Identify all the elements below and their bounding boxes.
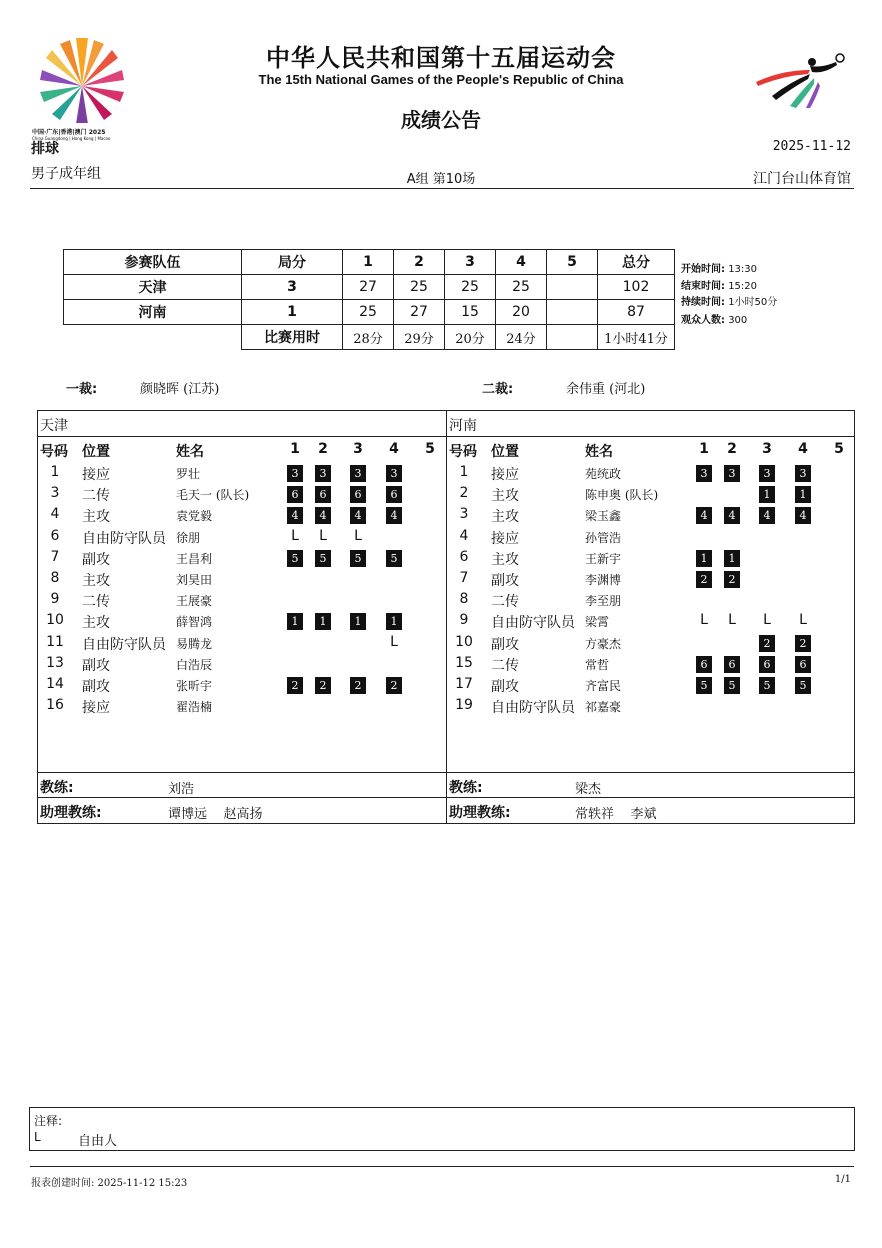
player-row: [447, 676, 854, 697]
header-set-1: 1: [699, 441, 709, 457]
starting-rotation-box: 2: [759, 635, 775, 652]
player-row: [447, 549, 854, 570]
player-number: 1: [459, 464, 469, 480]
player-row: [38, 676, 446, 697]
category-label: 男子成年组: [31, 166, 101, 182]
player-name: 方豪杰: [585, 636, 622, 651]
header-set-3: 3: [762, 441, 772, 457]
team-roster-away: [447, 411, 854, 823]
starting-rotation-box: 1: [795, 486, 811, 503]
player-row: [38, 549, 446, 570]
header-total: 总分: [598, 250, 675, 275]
roster-panel: [37, 410, 855, 824]
player-row: [38, 464, 446, 485]
header-name: 姓名: [585, 444, 613, 460]
footer-divider: [30, 1166, 854, 1167]
second-referee: 余伟重 (河北): [566, 382, 646, 397]
libero-mark: L: [319, 527, 327, 544]
set-score: 20: [496, 300, 547, 325]
set-duration: 29分: [394, 325, 445, 350]
starting-rotation-box: 3: [350, 465, 366, 482]
player-number: 9: [50, 591, 60, 608]
player-position: 二传: [491, 594, 519, 611]
libero-mark: L: [354, 527, 362, 544]
notes-box: [29, 1107, 855, 1151]
player-name: 徐朋: [176, 530, 201, 545]
divider: [38, 772, 446, 773]
group-match: A组 第10场: [406, 172, 476, 187]
starting-rotation-box: 5: [795, 677, 811, 694]
player-row: [447, 634, 854, 655]
divider: [447, 772, 854, 773]
second-referee-label: 二裁:: [482, 382, 514, 397]
coach-name: 刘浩: [168, 782, 195, 797]
header-set-4: 4: [798, 441, 808, 457]
starting-rotation-box: 5: [350, 550, 366, 567]
libero-mark: L: [763, 612, 771, 629]
player-position: 副攻: [491, 573, 519, 589]
player-row: [38, 591, 446, 612]
coach-label: 教练:: [449, 780, 483, 796]
header-number: 号码: [449, 444, 477, 460]
player-name: 张昕宇: [176, 679, 213, 693]
starting-rotation-box: 5: [315, 550, 331, 567]
starting-rotation-box: 5: [759, 677, 775, 694]
starting-rotation-box: 1: [315, 613, 331, 630]
libero-mark: L: [728, 612, 736, 629]
assistant-coach-label: 助理教练:: [40, 805, 102, 821]
starting-rotation-box: 3: [386, 465, 402, 482]
starting-rotation-box: 4: [287, 507, 303, 524]
starting-rotation-box: 1: [724, 550, 740, 567]
player-name: 王新宇: [585, 551, 622, 566]
set-score: [547, 275, 598, 300]
player-number: 10: [46, 612, 64, 629]
assistant-coach-label: 助理教练:: [449, 805, 511, 821]
starting-rotation-box: 1: [759, 486, 775, 503]
player-position: 自由防守队员: [82, 530, 166, 547]
document-title: 成绩公告: [401, 108, 481, 132]
notes-key: L: [34, 1130, 41, 1144]
end-time: 结束时间: 15:20: [681, 281, 758, 292]
player-position: 主攻: [82, 509, 110, 526]
notes-label: 注释:: [34, 1114, 63, 1128]
header-team: 参赛队伍: [64, 250, 242, 275]
team-roster-home: [38, 411, 447, 823]
player-row: [38, 634, 446, 655]
player-position: 二传: [82, 488, 110, 505]
starting-rotation-box: 3: [795, 465, 811, 482]
player-row: [38, 655, 446, 676]
coach-label: 教练:: [40, 780, 74, 796]
player-name: 罗壮: [176, 467, 201, 481]
libero-mark: L: [700, 612, 708, 629]
starting-rotation-box: 4: [350, 507, 366, 524]
score-row-team-2: [64, 300, 675, 325]
player-number: 14: [46, 676, 64, 692]
player-number: 13: [46, 654, 64, 671]
player-position: 接应: [82, 700, 110, 717]
player-number: 4: [50, 506, 60, 523]
divider: [447, 797, 854, 798]
starting-rotation-box: 4: [386, 507, 402, 524]
player-position: 副攻: [491, 679, 519, 695]
set-duration: 20分: [445, 325, 496, 350]
starting-rotation-box: 6: [724, 656, 740, 673]
header-set-5: 5: [425, 441, 435, 457]
player-position: 接应: [491, 530, 519, 547]
header-set-5: 5: [834, 441, 844, 457]
venue: 江门台山体育馆: [753, 171, 851, 187]
player-number: 17: [455, 676, 473, 692]
coach-name: 梁杰: [575, 782, 602, 797]
header-set-1: 1: [290, 441, 300, 457]
player-position: 主攻: [491, 488, 519, 505]
player-name: 王展豪: [176, 594, 213, 609]
starting-rotation-box: 2: [287, 677, 303, 694]
starting-rotation-box: 4: [795, 507, 811, 524]
starting-rotation-box: 3: [287, 465, 303, 482]
player-name: 薛智鸿: [176, 615, 213, 630]
player-number: 19: [455, 697, 473, 714]
set-score: 25: [394, 275, 445, 300]
starting-rotation-box: 1: [386, 613, 402, 630]
assistant-coach-names: 常轶祥 李斌: [575, 807, 657, 822]
player-number: 3: [50, 485, 60, 502]
player-name: 刘昊田: [176, 573, 213, 587]
player-position: 主攻: [82, 573, 110, 589]
player-name: 翟浩楠: [176, 700, 213, 715]
player-position: 副攻: [491, 636, 519, 653]
team-name: 河南: [449, 418, 477, 434]
player-row: [447, 485, 854, 506]
start-time: 开始时间: 13:30: [681, 264, 758, 275]
header-position: 位置: [82, 444, 110, 460]
event-title-en: The 15th National Games of the People's Republic of China: [258, 72, 624, 87]
starting-rotation-box: 1: [350, 613, 366, 630]
starting-rotation-box: 4: [696, 507, 712, 524]
total-score: 102: [598, 275, 675, 300]
match-duration: 持续时间: 1小时50分: [681, 297, 778, 308]
match-date: 2025-11-12: [772, 139, 851, 154]
player-number: 4: [459, 527, 469, 544]
header-set-3: 3: [445, 250, 496, 275]
header-number: 号码: [40, 444, 68, 460]
player-number: 9: [459, 612, 469, 629]
player-row: [38, 528, 446, 549]
player-position: 自由防守队员: [491, 615, 575, 632]
libero-mark: L: [799, 612, 807, 629]
starting-rotation-box: 6: [386, 486, 402, 503]
sets-won: 1: [242, 300, 343, 325]
player-position: 主攻: [82, 615, 110, 632]
player-row: [447, 528, 854, 549]
player-number: 15: [455, 654, 473, 671]
starting-rotation-box: 2: [724, 571, 740, 588]
player-row: [38, 697, 446, 718]
first-referee: 颜晓晖 (江苏): [140, 382, 220, 397]
score-row-team-1: [64, 275, 675, 300]
total-duration: 1小时41分: [598, 325, 675, 350]
header-set-4: 4: [496, 250, 547, 275]
player-number: 7: [459, 570, 469, 586]
duration-row: [64, 325, 675, 350]
starting-rotation-box: 5: [724, 677, 740, 694]
set-score: 15: [445, 300, 496, 325]
set-score: 25: [445, 275, 496, 300]
header-set-2: 2: [318, 441, 328, 457]
player-position: 自由防守队员: [491, 700, 575, 717]
player-position: 自由防守队员: [82, 636, 166, 653]
player-name: 孙管浩: [585, 530, 622, 545]
starting-rotation-box: 5: [287, 550, 303, 567]
player-position: 接应: [82, 467, 110, 483]
starting-rotation-box: 4: [724, 507, 740, 524]
starting-rotation-box: 4: [759, 507, 775, 524]
notes-desc: 自由人: [78, 1134, 118, 1149]
player-number: 11: [46, 633, 64, 650]
score-header-row: [64, 250, 675, 275]
divider: [447, 436, 854, 437]
starting-rotation-box: 3: [759, 465, 775, 482]
player-row: [38, 612, 446, 633]
player-name: 王昌利: [176, 551, 213, 566]
starting-rotation-box: 2: [795, 635, 811, 652]
player-row: [38, 506, 446, 527]
player-row: [38, 570, 446, 591]
starting-rotation-box: 4: [315, 507, 331, 524]
duration-spacer: [64, 325, 242, 350]
sport-label: 排球: [31, 141, 59, 157]
header-set-3: 3: [353, 441, 363, 457]
team-name: 天津: [40, 418, 68, 434]
score-table: [63, 249, 675, 350]
header-position: 位置: [491, 444, 519, 460]
player-name: 梁霄: [585, 615, 610, 630]
team-name: 河南: [64, 300, 242, 325]
starting-rotation-box: 2: [315, 677, 331, 694]
set-duration: 28分: [343, 325, 394, 350]
player-name: 毛天一 (队长): [176, 488, 250, 503]
assistant-coach-names: 谭博远 赵高扬: [168, 807, 263, 822]
set-score: 25: [496, 275, 547, 300]
libero-mark: L: [390, 633, 398, 650]
player-position: 二传: [491, 657, 519, 674]
player-number: 6: [50, 527, 60, 544]
sets-won: 3: [242, 275, 343, 300]
header-set-1: 1: [343, 250, 394, 275]
header-divider: [30, 188, 854, 189]
player-number: 8: [459, 591, 469, 608]
player-row: [447, 655, 854, 676]
player-number: 3: [459, 506, 469, 523]
starting-rotation-box: 1: [287, 613, 303, 630]
starting-rotation-box: 6: [287, 486, 303, 503]
duration-label: 比赛用时: [242, 325, 343, 350]
player-number: 2: [459, 485, 469, 502]
team-name: 天津: [64, 275, 242, 300]
player-row: [447, 506, 854, 527]
divider: [38, 797, 446, 798]
player-name: 苑统政: [585, 467, 622, 481]
player-name: 梁玉鑫: [585, 509, 622, 524]
header-set-5: 5: [547, 250, 598, 275]
header-sets: 局分: [242, 250, 343, 275]
player-name: 齐富民: [585, 679, 622, 693]
starting-rotation-box: 3: [315, 465, 331, 482]
player-name: 白浩辰: [176, 657, 213, 672]
player-position: 主攻: [491, 509, 519, 526]
player-row: [447, 697, 854, 718]
player-row: [447, 464, 854, 485]
player-name: 李至朋: [585, 594, 622, 609]
player-row: [447, 591, 854, 612]
set-score: 25: [343, 300, 394, 325]
player-position: 副攻: [82, 679, 110, 695]
player-position: 副攻: [82, 657, 110, 674]
player-number: 10: [455, 633, 473, 650]
starting-rotation-box: 1: [696, 550, 712, 567]
set-duration: [547, 325, 598, 350]
starting-rotation-box: 2: [386, 677, 402, 694]
set-score: [547, 300, 598, 325]
event-title-cn: 中华人民共和国第十五届运动会: [266, 44, 616, 72]
header-name: 姓名: [176, 444, 204, 460]
player-position: 接应: [491, 467, 519, 483]
player-position: 二传: [82, 594, 110, 611]
divider: [38, 436, 446, 437]
player-name: 易腾龙: [176, 636, 213, 651]
player-number: 6: [459, 548, 469, 565]
starting-rotation-box: 6: [795, 656, 811, 673]
set-score: 27: [343, 275, 394, 300]
report-created: 报表创建时间: 2025-11-12 15:23: [31, 1178, 188, 1189]
header-set-4: 4: [389, 441, 399, 457]
starting-rotation-box: 2: [350, 677, 366, 694]
set-duration: 24分: [496, 325, 547, 350]
player-row: [38, 485, 446, 506]
starting-rotation-box: 3: [696, 465, 712, 482]
page-number: 1/1: [834, 1174, 851, 1185]
player-name: 陈申奥 (队长): [585, 488, 659, 503]
player-number: 7: [50, 548, 60, 565]
player-name: 祁嘉豪: [585, 700, 622, 715]
set-score: 27: [394, 300, 445, 325]
starting-rotation-box: 6: [315, 486, 331, 503]
starting-rotation-box: 6: [759, 656, 775, 673]
logo-caption-en: China Guangdong | Hong Kong | Macao: [32, 136, 111, 141]
player-row: [447, 612, 854, 633]
libero-mark: L: [291, 527, 299, 544]
player-name: 常哲: [585, 657, 610, 672]
header-set-2: 2: [727, 441, 737, 457]
player-name: 袁党毅: [176, 509, 213, 524]
player-position: 副攻: [82, 551, 110, 568]
logo-caption: 中国·广东|香港|澳门 2025: [32, 129, 106, 136]
starting-rotation-box: 5: [696, 677, 712, 694]
player-name: 李渊博: [585, 573, 622, 587]
starting-rotation-box: 6: [696, 656, 712, 673]
total-score: 87: [598, 300, 675, 325]
player-row: [447, 570, 854, 591]
player-number: 16: [46, 697, 64, 714]
player-number: 8: [50, 570, 60, 586]
starting-rotation-box: 5: [386, 550, 402, 567]
header-set-2: 2: [394, 250, 445, 275]
starting-rotation-box: 6: [350, 486, 366, 503]
first-referee-label: 一裁:: [66, 382, 98, 397]
starting-rotation-box: 2: [696, 571, 712, 588]
player-number: 1: [50, 464, 60, 480]
player-position: 主攻: [491, 551, 519, 568]
starting-rotation-box: 3: [724, 465, 740, 482]
attendance: 观众人数: 300: [681, 315, 748, 326]
